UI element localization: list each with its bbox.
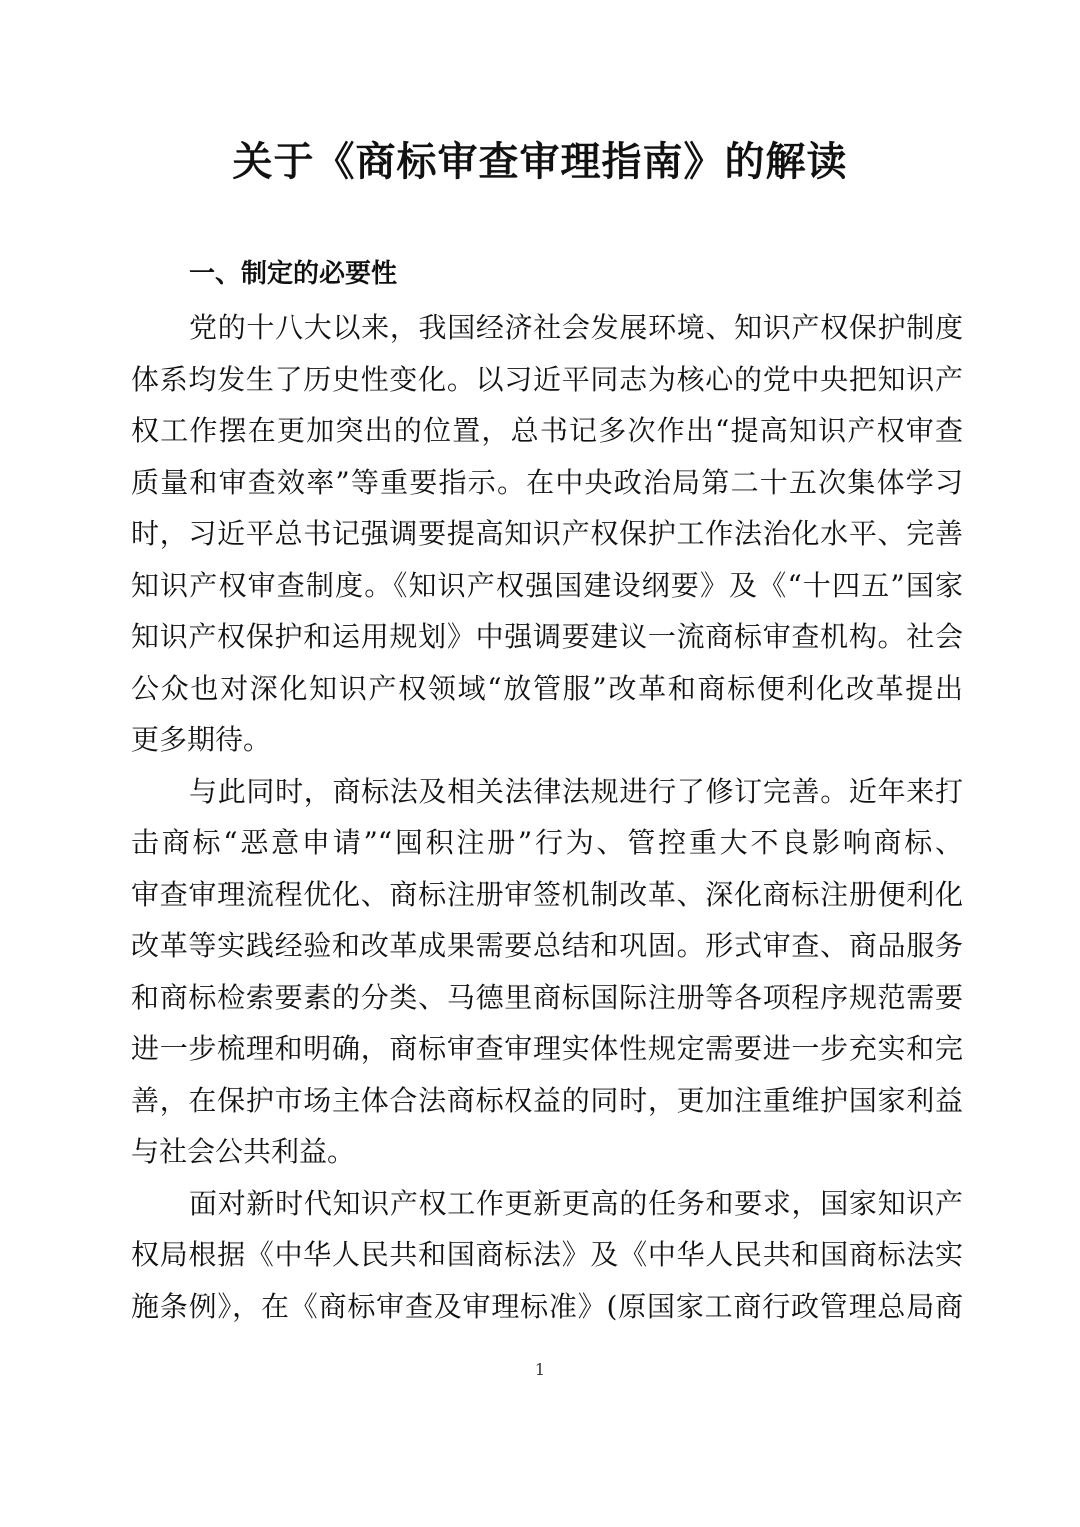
- document-body: [131, 252, 963, 1332]
- text-line: 与社会公共利益。: [131, 1135, 356, 1168]
- section-heading: 一、制定的必要性: [189, 259, 398, 289]
- paragraph-1: [131, 302, 963, 766]
- text-line: 面对新时代知识产权工作更新更高的任务和要求，国家知识产: [189, 1186, 963, 1220]
- page-number: 1: [534, 1360, 546, 1379]
- paragraph-3: [131, 1178, 963, 1333]
- text-line: 进一步梳理和明确，商标审查审理实体性规定需要进一步充实和完: [131, 1032, 963, 1065]
- text-line: 公众也对深化知识产权领域“放管服”改革和商标便利化改革提出: [131, 671, 963, 705]
- text-line: 权工作摆在更加突出的位置，总书记多次作出“提高知识产权审查: [131, 414, 963, 447]
- document-title: 关于《商标审查审理指南》的解读: [232, 138, 848, 185]
- text-line: 党的十八大以来，我国经济社会发展环境、知识产权保护制度: [189, 311, 963, 344]
- text-line: 施条例》，在《商标审查及审理标准》(原国家工商行政管理总局商: [131, 1289, 963, 1323]
- text-line: 击商标“恶意申请”“囤积注册”行为、管控重大不良影响商标、: [131, 826, 963, 859]
- paragraph-2: [131, 766, 963, 1178]
- text-line: 质量和审查效率”等重要指示。在中央政治局第二十五次集体学习: [131, 465, 963, 499]
- text-line: 和商标检索要素的分类、马德里商标国际注册等各项程序规范需要: [131, 980, 963, 1014]
- text-line: 权局根据《中华人民共和国商标法》及《中华人民共和国商标法实: [131, 1238, 963, 1271]
- text-line: 与此同时，商标法及相关法律法规进行了修订完善。近年来打: [189, 774, 963, 808]
- text-line: 审查审理流程优化、商标注册审签机制改革、深化商标注册便利化: [131, 877, 963, 911]
- text-line: 善，在保护市场主体合法商标权益的同时，更加注重维护国家利益: [131, 1083, 963, 1117]
- text-line: 知识产权审查制度。《知识产权强国建设纲要》及《“十四五”国家: [131, 568, 963, 602]
- text-line: 体系均发生了历史性变化。以习近平同志为核心的党中央把知识产: [131, 362, 963, 396]
- text-line: 时，习近平总书记强调要提高知识产权保护工作法治化水平、完善: [131, 517, 963, 550]
- text-line: 知识产权保护和运用规划》中强调要建议一流商标审查机构。社会: [131, 620, 963, 653]
- text-line: 更多期待。: [131, 723, 272, 756]
- text-line: 改革等实践经验和改革成果需要总结和巩固。形式审查、商品服务: [131, 929, 963, 962]
